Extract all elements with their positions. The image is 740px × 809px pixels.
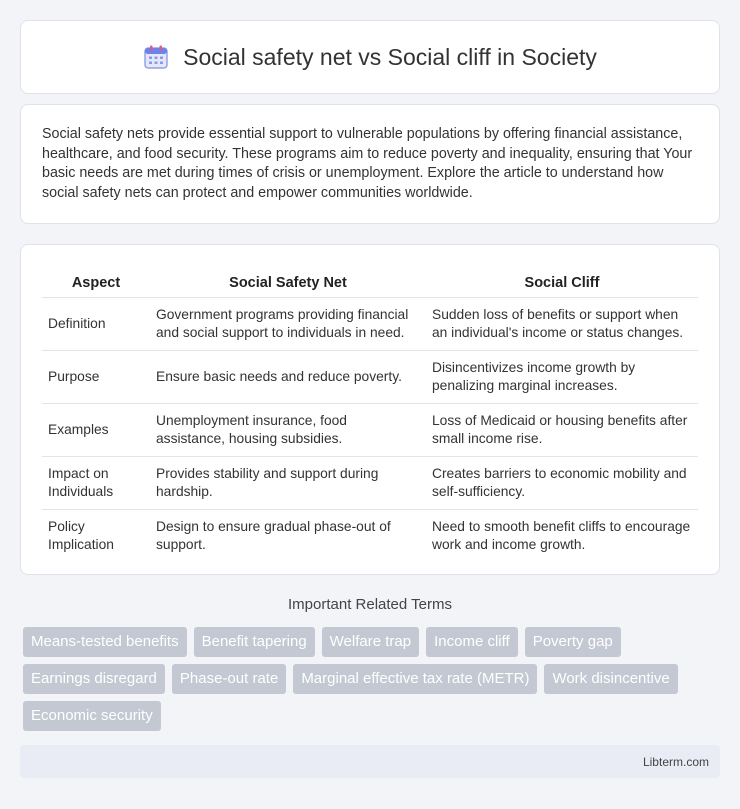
related-term-tag[interactable]: Welfare trap [322,627,419,657]
related-term-tag[interactable]: Work disincentive [544,664,677,694]
related-term-tag[interactable]: Income cliff [426,627,518,657]
intro-text: Social safety nets provide essential support to vulnerable populations by offering financial assistance, healthcare, and food security. These programs aim to reduce poverty and inequality, ensuring that Your basic needs are met during times of crisis or unemployment. Explore the article to understand how social safety nets can protect and empower communities worldwide. [42,126,693,201]
related-term-tag[interactable]: Poverty gap [525,627,621,657]
header-social-safety-net: Social Safety Net [229,275,347,291]
row-social-cliff: Disincentivizes income growth by penalizing marginal increases. [426,350,698,403]
related-terms-title: Important Related Terms [288,596,452,613]
row-aspect: Impact on Individuals [42,456,150,509]
table-row [42,509,698,562]
page-title: Social safety net vs Social cliff in Society [183,43,597,70]
table-header-row [42,265,698,297]
row-aspect: Purpose [42,350,150,403]
related-term-tag[interactable]: Earnings disregard [23,664,165,694]
row-aspect: Definition [42,297,150,350]
row-social-cliff: Sudden loss of benefits or support when an individual's income or status changes. [426,297,698,350]
table-row [42,456,698,509]
table-row [42,350,698,403]
related-term-tag[interactable]: Marginal effective tax rate (METR) [293,664,537,694]
table-row [42,403,698,456]
related-term-tag[interactable]: Phase-out rate [172,664,286,694]
footer [20,745,720,778]
footer-site-link[interactable]: Libterm.com [642,754,709,769]
row-safety-net: Provides stability and support during hardship. [150,456,426,509]
table-row [42,297,698,350]
calendar-icon [143,44,169,70]
related-term-tag[interactable]: Economic security [23,701,161,731]
header-card [20,20,720,94]
intro-card [20,104,720,224]
row-social-cliff: Creates barriers to economic mobility and self-sufficiency. [426,456,698,509]
row-aspect: Examples [42,403,150,456]
related-terms-list [23,627,723,731]
row-social-cliff: Loss of Medicaid or housing benefits after small income rise. [426,403,698,456]
row-safety-net: Unemployment insurance, food assistance, housing subsidies. [150,403,426,456]
row-safety-net: Design to ensure gradual phase-out of support. [150,509,426,562]
related-term-tag[interactable]: Means-tested benefits [23,627,187,657]
comparison-card [20,244,720,575]
row-social-cliff: Need to smooth benefit cliffs to encourage work and income growth. [426,509,698,562]
comparison-table [42,265,698,562]
row-safety-net: Government programs providing financial and social support to individuals in need. [150,297,426,350]
row-aspect: Policy Implication [42,509,150,562]
header-social-cliff: Social Cliff [524,275,600,291]
row-safety-net: Ensure basic needs and reduce poverty. [150,350,426,403]
related-term-tag[interactable]: Benefit tapering [194,627,315,657]
header-aspect: Aspect [71,275,121,291]
